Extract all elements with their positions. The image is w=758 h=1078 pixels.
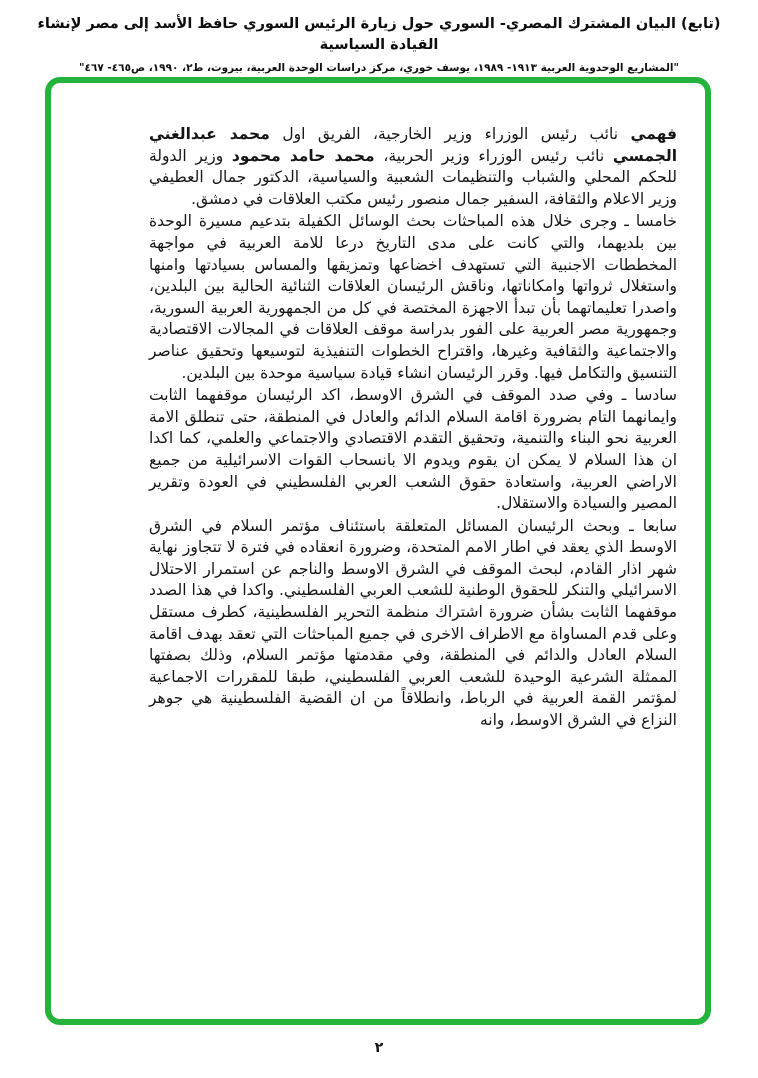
paragraph-text: نائب رئيس الوزراء وزير الخارجية، الفريق اول: [269, 125, 631, 143]
paragraph-text: وزير الدولة للحكم المحلي والشباب والتنظيمات الشعبية والسياسية، الدكتور جمال العطيفي وزير الاعلام والثقافة، السفير جمال منصور رئيس مكتب العلاقات في دمشق.: [149, 146, 677, 208]
paragraph-officials: [149, 124, 677, 210]
source-citation: "المشاريع الوحدوية العربية ١٩١٣- ١٩٨٩، يوسف خوري، مركز دراسات الوحدة العربية، بيروت، ط٢، ١٩٩٠، ص٤٦٥- ٤٦٧": [79, 62, 679, 75]
official-name: فهمي: [630, 125, 677, 143]
official-name: محمد حامد محمود: [231, 146, 375, 165]
paragraph-text: نائب رئيس الوزراء وزير الحربية،: [374, 146, 613, 165]
paragraph-fifth-clause: خامسا ـ وجرى خلال هذه المباحثات بحث الوسائل الكفيلة بتدعيم مسيرة الوحدة بين بلديهما، والتي كانت على مدى التاريخ درعا للامة العربية في مواجهة المخططات الاجنبية التي تستهدف اخضاعها وتمزيقها والمساس بسيادتها وامنها واستغلال ثرواتها وامكاناتها، وناقش الرئيسان العلاقات الثنائية الحالية بين البلدين، واصدرا تعليماتهما بأن تبدأ الاجهزة المختصة في كل من الجمهورية العربية السورية، وجمهورية مصر العربية على الفور بدراسة موقف العلاقات في المجالات الاقتصادية والاجتماعية والثقافية وغيرها، واقتراح الخطوات التنفيذية لتوسيعها وتحقيق عناصر التنسيق والتكامل فيها. وقرر الرئيسان انشاء قيادة سياسية موحدة بين البلدين.: [149, 212, 677, 382]
paragraph-sixth-clause: سادسا ـ وفي صدد الموقف في الشرق الاوسط، اكد الرئيسان موقفهما الثابت وايمانهما التام بضرورة اقامة السلام الدائم والعادل في المنطقة، حتى تنطلق الامة العربية نحو البناء والتنمية، وتحقيق التقدم الاقتصادي والاجتماعي والعلمي، كما اكدا ان هذا السلام لا يمكن ان يقوم ويدوم الا بانسحاب القوات الاسرائيلية من جميع الاراضي العربية، واستعادة حقوق الشعب العربي الفلسطيني في العودة وتقرير المصير والسيادة والاستقلال.: [149, 386, 677, 513]
page-number: ٢: [374, 1040, 384, 1056]
document-title: (تابع) البيان المشترك المصري- السوري حول زيارة الرئيس السوري حافظ الأسد إلى مصر لإنشاء القيادة السياسية: [37, 16, 721, 54]
document-header: [0, 14, 758, 74]
paragraph-seventh-clause: سابعا ـ وبحث الرئيسان المسائل المتعلقة باستئناف مؤتمر السلام في الشرق الاوسط الذي يعقد في اطار الامم المتحدة، وضرورة انعقاده في فترة لا تتجاوز نهاية شهر اذار القادم، لبحث الموقف في الشرق الاوسط والناجم عن استمرار الاحتلال الاسرائيلي والتنكر للحقوق الوطنية للشعب العربي الفلسطيني. واكدا في هذا الصدد موقفهما الثابت بشأن ضرورة اشتراك منظمة التحرير الفلسطينية، كطرف مستقل وعلى قدم المساواة مع الاطراف الاخرى في جميع المباحثات التي تعقد بهدف اقامة السلام العادل والدائم في المنطقة، وفي مقدمتها مؤتمر السلام، وذلك بصفتها الممثلة الشرعية الوحيدة للشعب العربي الفلسطيني، طبقا للمقررات الاجماعية لمؤتمر القمة العربية في الرباط، وانطلاقاً من ان القضية الفلسطينية هي جوهر النزاع في الشرق الاوسط، وانه: [149, 516, 677, 730]
document-body: [45, 77, 711, 1025]
official-name: محمد عبدالغني الجمسي: [149, 125, 678, 165]
